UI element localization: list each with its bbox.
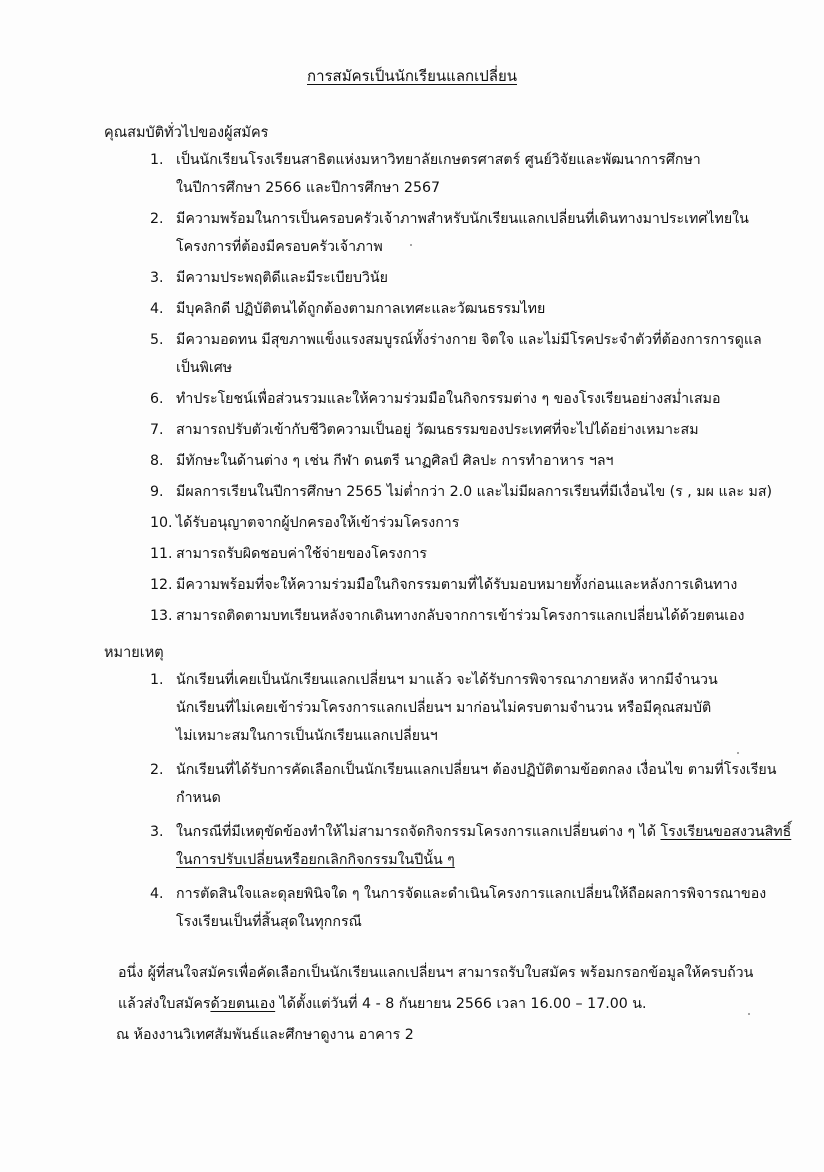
qualification-number: 5.	[150, 332, 164, 348]
note-line: ไม่เหมาะสมในการเป็นนักเรียนแลกเปลี่ยนฯ	[176, 728, 438, 744]
qualification-number: 11.	[150, 546, 173, 562]
qualification-item	[150, 295, 790, 323]
qualification-item	[150, 385, 790, 413]
scan-speck	[748, 1013, 750, 1015]
qualification-number: 6.	[150, 391, 164, 407]
qualification-item	[150, 264, 790, 292]
note-line-underlined: โรงเรียนขอสงวนสิทธิ์	[660, 824, 792, 840]
qualification-text	[176, 447, 790, 475]
qualification-item	[150, 447, 790, 475]
note-line: นักเรียนที่ไม่เคยเข้าร่วมโครงการแลกเปลี่ยนฯ มาก่อนไม่ครบตามจำนวน หรือมีคุณสมบัติ	[176, 700, 712, 716]
qualification-number: 8.	[150, 453, 164, 469]
qualification-number: 1.	[150, 152, 164, 168]
note-item	[150, 666, 790, 750]
note-text	[176, 818, 791, 874]
application-instructions	[118, 958, 798, 1051]
qualification-text	[176, 478, 790, 506]
qualification-item	[150, 478, 790, 506]
footer-line: ณ ห้องงานวิเทศสัมพันธ์และศึกษาดูงาน อาคาร 2	[116, 1027, 414, 1043]
qualification-item	[150, 326, 790, 382]
note-line-underlined: ในการปรับเปลี่ยนหรือยกเลิกกิจกรรมในปีนั้น ๆ	[176, 852, 455, 868]
note-line: นักเรียนที่ได้รับการคัดเลือกเป็นนักเรียนแลกเปลี่ยนฯ ต้องปฏิบัติตามข้อตกลง เงื่อนไข ตามที่โรงเรียน	[176, 762, 777, 778]
document-title: การสมัครเป็นนักเรียนแลกเปลี่ยน	[307, 67, 517, 85]
qualification-item	[150, 509, 790, 537]
note-item	[150, 880, 790, 936]
note-text	[176, 880, 790, 936]
note-line: กำหนด	[176, 790, 221, 806]
notes-heading: หมายเหตุ	[104, 645, 164, 661]
note-number: 3.	[150, 824, 164, 840]
qualifications-heading: คุณสมบัติทั่วไปของผู้สมัคร	[104, 125, 269, 141]
qualification-text	[176, 385, 790, 413]
qualification-line: มีผลการเรียนในปีการศึกษา 2565 ไม่ต่ำกว่า 2.0 และไม่มีผลการเรียนที่มีเงื่อนไข (ร , มผ และ มส)	[176, 484, 773, 500]
qualification-line: เป็นพิเศษ	[176, 360, 233, 376]
qualification-line: มีบุคลิกดี ปฏิบัติตนได้ถูกต้องตามกาลเทศะและวัฒนธรรมไทย	[176, 301, 546, 317]
qualification-line: ได้รับอนุญาตจากผู้ปกครองให้เข้าร่วมโครงการ	[176, 515, 460, 531]
scan-speck	[410, 244, 412, 246]
note-item	[150, 756, 790, 812]
qualification-line: โครงการที่ต้องมีครอบครัวเจ้าภาพ	[176, 239, 383, 255]
qualification-number: 4.	[150, 301, 164, 317]
qualification-line: มีความพร้อมในการเป็นครอบครัวเจ้าภาพสำหรับนักเรียนแลกเปลี่ยนที่เดินทางมาประเทศไทยใน	[176, 211, 749, 227]
note-text	[176, 666, 790, 750]
qualification-text	[176, 416, 790, 444]
scan-speck	[737, 752, 739, 754]
qualification-item	[150, 416, 790, 444]
note-number: 2.	[150, 762, 164, 778]
note-line: โรงเรียนเป็นที่สิ้นสุดในทุกกรณี	[176, 914, 362, 930]
notes-list	[150, 666, 790, 942]
qualification-line: มีความประพฤติดีและมีระเบียบวินัย	[176, 270, 388, 286]
qualification-line: มีความพร้อมที่จะให้ความร่วมมือในกิจกรรมตามที่ได้รับมอบหมายทั้งก่อนและหลังการเดินทาง	[176, 577, 738, 593]
footer-line	[118, 989, 798, 1020]
qualification-line: ในปีการศึกษา 2566 และปีการศึกษา 2567	[176, 180, 441, 196]
note-item	[150, 818, 790, 874]
qualification-text	[176, 326, 790, 382]
qualification-item	[150, 571, 790, 599]
note-line-plain: ในกรณีที่มีเหตุขัดข้องทำให้ไม่สามารถจัดกิจกรรมโครงการแลกเปลี่ยนต่าง ๆ ได้	[176, 824, 661, 840]
qualification-text	[176, 295, 790, 323]
note-number: 4.	[150, 886, 164, 902]
qualification-text	[176, 602, 790, 630]
qualification-text	[176, 509, 790, 537]
qualification-number: 10.	[150, 515, 173, 531]
qualification-item	[150, 540, 790, 568]
note-line	[176, 818, 791, 846]
qualification-line: มีความอดทน มีสุขภาพแข็งแรงสมบูรณ์ทั้งร่างกาย จิตใจ และไม่มีโรคประจำตัวที่ต้องการการดูแล	[176, 332, 762, 348]
qualification-number: 3.	[150, 270, 164, 286]
qualifications-list	[150, 146, 790, 633]
qualification-text	[176, 205, 790, 261]
qualification-line: สามารถปรับตัวเข้ากับชีวิตความเป็นอยู่ วัฒนธรรมของประเทศที่จะไปได้อย่างเหมาะสม	[176, 422, 699, 438]
qualification-text	[176, 146, 790, 202]
qualification-number: 7.	[150, 422, 164, 438]
footer-text: ได้ตั้งแต่วันที่ 4 - 8 กันยายน 2566 เวลา 16.00 – 17.00 น.	[275, 996, 647, 1012]
note-number: 1.	[150, 672, 164, 688]
qualification-number: 13.	[150, 608, 173, 624]
qualification-text	[176, 264, 790, 292]
qualification-text	[176, 540, 790, 568]
footer-text: แล้วส่งใบสมัคร	[118, 996, 211, 1012]
note-line: นักเรียนที่เคยเป็นนักเรียนแลกเปลี่ยนฯ มาแล้ว จะได้รับการพิจารณาภายหลัง หากมีจำนวน	[176, 672, 718, 688]
qualification-text	[176, 571, 790, 599]
qualification-line: ทำประโยชน์เพื่อส่วนรวมและให้ความร่วมมือในกิจกรรมต่าง ๆ ของโรงเรียนอย่างสม่ำเสมอ	[176, 391, 721, 407]
qualification-line: สามารถติดตามบทเรียนหลังจากเดินทางกลับจากการเข้าร่วมโครงการแลกเปลี่ยนได้ด้วยตนเอง	[176, 608, 745, 624]
qualification-item	[150, 146, 790, 202]
qualification-item	[150, 602, 790, 630]
qualification-line: สามารถรับผิดชอบค่าใช้จ่ายของโครงการ	[176, 546, 428, 562]
note-line: การตัดสินใจและดุลยพินิจใด ๆ ในการจัดและดำเนินโครงการแลกเปลี่ยนให้ถือผลการพิจารณาของ	[176, 886, 767, 902]
qualification-item	[150, 205, 790, 261]
qualification-number: 9.	[150, 484, 164, 500]
qualification-number: 2.	[150, 211, 164, 227]
note-text	[176, 756, 790, 812]
footer-underlined: ด้วยตนเอง	[210, 996, 276, 1012]
qualification-line: เป็นนักเรียนโรงเรียนสาธิตแห่งมหาวิทยาลัยเกษตรศาสตร์ ศูนย์วิจัยและพัฒนาการศึกษา	[176, 152, 701, 168]
qualification-line: มีทักษะในด้านต่าง ๆ เช่น กีฬา ดนตรี นาฏศิลป์ ศิลปะ การทำอาหาร ฯลฯ	[176, 453, 614, 469]
footer-line: อนึ่ง ผู้ที่สนใจสมัครเพื่อคัดเลือกเป็นนักเรียนแลกเปลี่ยนฯ สามารถรับใบสมัคร พร้อมกรอกข้อมูลให้ครบถ้วน	[118, 965, 754, 981]
qualification-number: 12.	[150, 577, 173, 593]
